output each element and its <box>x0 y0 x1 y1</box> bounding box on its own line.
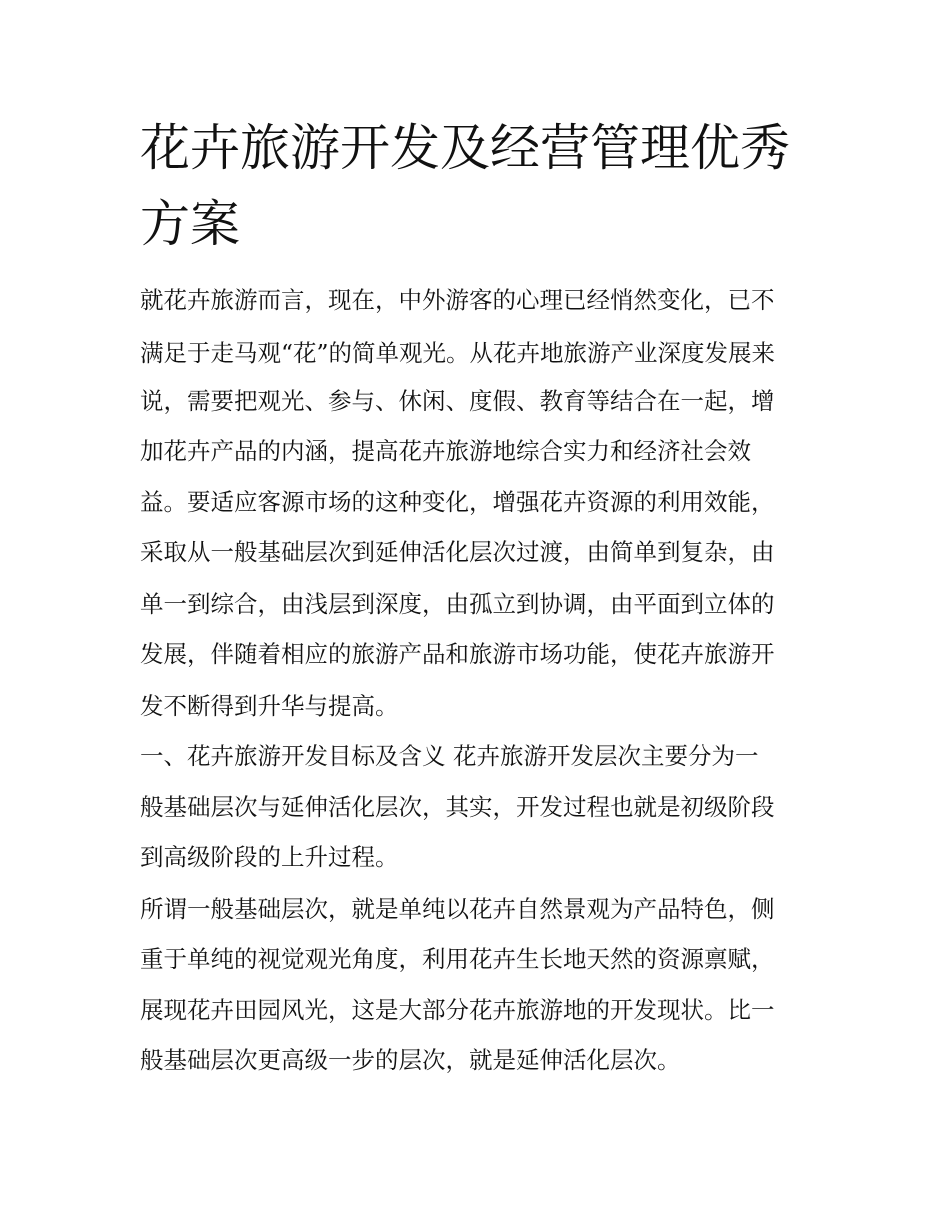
body-line-2: 满足于走马观“花”的简单观光。从花卉地旅游产业深度发展来 <box>140 339 776 367</box>
body-line-9: 发不断得到升华与提高。 <box>140 692 399 720</box>
body-line-6: 采取从一般基础层次到延伸活化层次过渡，由简单到复杂，由 <box>140 538 775 566</box>
document-title-line-1: 花卉旅游开发及经营管理优秀 <box>140 119 790 177</box>
document-title-line-2: 方案 <box>140 195 240 253</box>
body-line-7: 单一到综合，由浅层到深度，由孤立到协调，由平面到立体的 <box>140 590 775 618</box>
body-line-16: 般基础层次更高级一步的层次，就是延伸活化层次。 <box>140 1046 681 1074</box>
body-line-12: 到高级阶段的上升过程。 <box>140 843 399 871</box>
body-line-11: 般基础层次与延伸活化层次，其实，开发过程也就是初级阶段 <box>140 793 775 821</box>
body-line-1: 就花卉旅游而言，现在，中外游客的心理已经悄然变化，已不 <box>140 286 775 314</box>
body-line-13: 所谓一般基础层次，就是单纯以花卉自然景观为产品特色，侧 <box>140 895 775 923</box>
body-line-14: 重于单纯的视觉观光角度，利用花卉生长地天然的资源禀赋， <box>140 945 775 973</box>
body-line-10: 一、花卉旅游开发目标及含义 花卉旅游开发层次主要分为一 <box>140 742 759 770</box>
body-line-4: 加花卉产品的内涵，提高花卉旅游地综合实力和经济社会效 <box>140 437 751 465</box>
body-line-8: 发展，伴随着相应的旅游产品和旅游市场功能，使花卉旅游开 <box>140 640 775 668</box>
body-line-15: 展现花卉田园风光，这是大部分花卉旅游地的开发现状。比一 <box>140 996 775 1024</box>
body-line-5: 益。要适应客源市场的这种变化，增强花卉资源的利用效能， <box>140 488 775 516</box>
body-line-3: 说，需要把观光、参与、休闲、度假、教育等结合在一起，增 <box>140 387 775 415</box>
